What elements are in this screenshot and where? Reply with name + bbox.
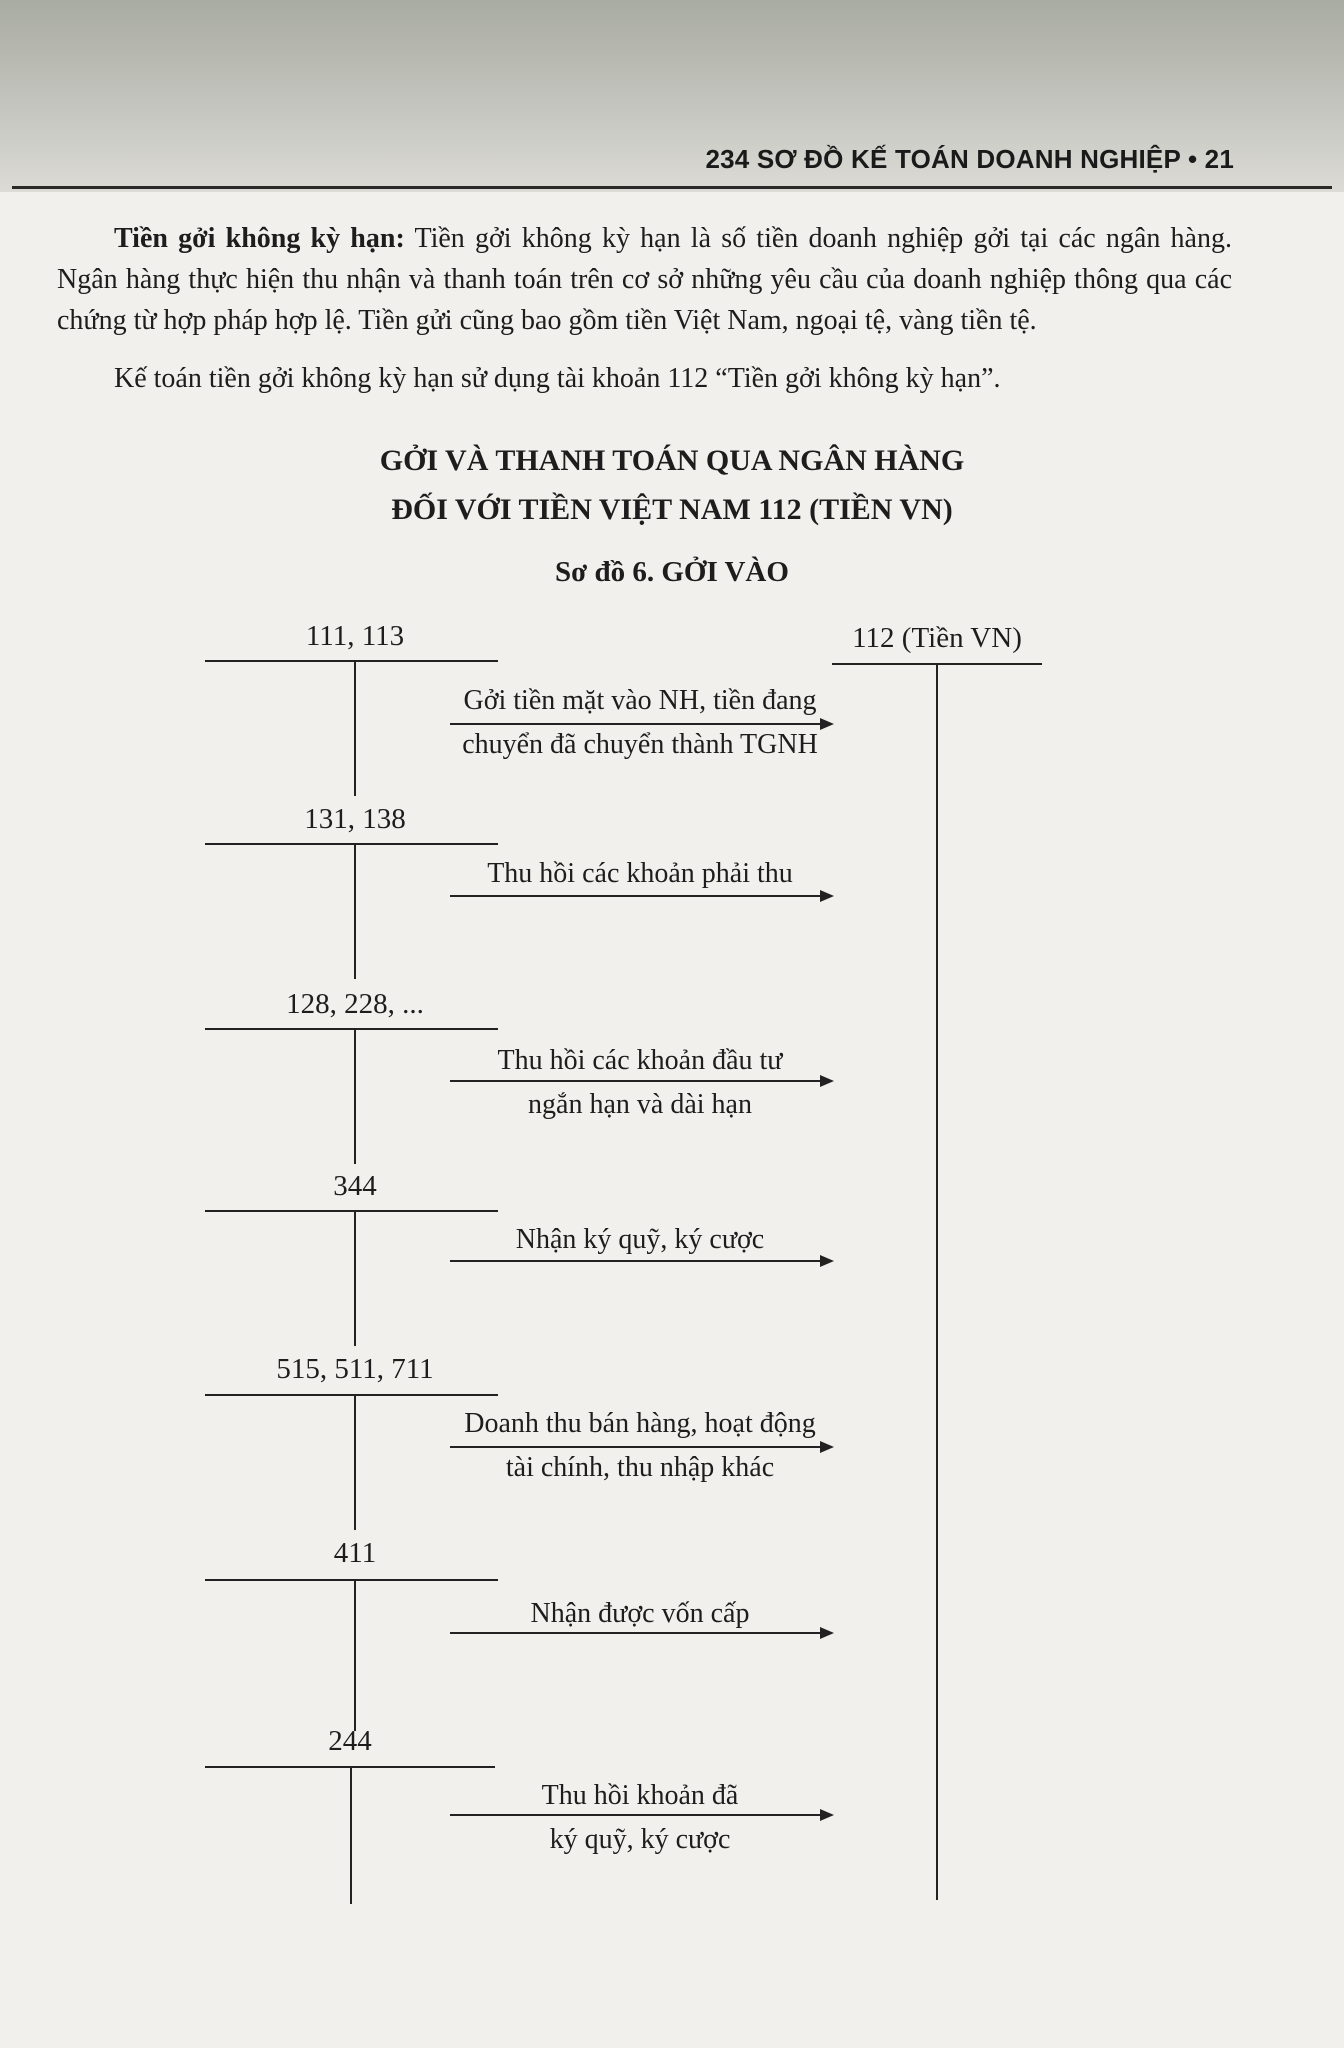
intro-definition: Tiền gởi không kỳ hạn là số tiền doanh nghiệp gởi tại các ngân hàng. Ngân hàng thực hiện thu nhận và thanh toán trên cơ sở những yêu cầu của doanh nghiệp thông qua các chứng từ hợp pháp hợp lệ. Tiền gửi cũng bao gồm tiền Việt Nam, ngoại tệ, vàng tiền tệ. [57,223,1232,336]
source-account-stem [350,1766,352,1904]
source-account-stem [354,1394,356,1530]
target-account-stem [936,663,938,1900]
entry-description: Nhận được vốn cấp [530,1598,750,1629]
source-account-stem [354,660,356,796]
entry-arrow [450,1632,830,1634]
source-account-label: 128, 228, ... [286,988,424,1020]
entry-arrow [450,723,830,725]
source-account-label: 131, 138 [304,803,406,835]
account-note: Kế toán tiền gởi không kỳ hạn sử dụng tài khoản 112 “Tiền gởi không kỳ hạn”. [114,363,1001,394]
source-account-bar [205,1210,498,1212]
entry-description: Thu hồi các khoản đầu tư ngắn hạn và dài hạn [497,1045,783,1120]
intro-paragraph [57,218,1232,341]
source-account-bar [205,660,498,662]
entry-arrow [450,1080,830,1082]
entry-description: Gởi tiền mặt vào NH, tiền đang chuyển đã chuyển thành TGNH [462,685,818,760]
entry-description: Nhận ký quỹ, ký cược [515,1224,765,1255]
section-title-line1: GỞI VÀ THANH TOÁN QUA NGÂN HÀNG [379,444,965,477]
source-account-label: 411 [333,1537,377,1569]
source-account-stem [354,1579,356,1731]
source-account-label: 515, 511, 711 [276,1353,434,1385]
section-title-line2: ĐỐI VỚI TIỀN VIỆT NAM 112 (TIỀN VN) [391,493,953,526]
source-account-label: 344 [333,1170,377,1202]
running-header: 234 SƠ ĐỒ KẾ TOÁN DOANH NGHIỆP • 21 [705,144,1234,174]
entry-description: Thu hồi các khoản phải thu [487,858,793,889]
target-account-label: 112 (Tiền VN) [852,622,1022,654]
header-rule [12,186,1332,189]
source-account-bar [205,1579,498,1581]
source-account-stem [354,1210,356,1346]
source-account-label: 244 [328,1725,372,1757]
source-account-bar [205,1394,498,1396]
intro-term: Tiền gởi không kỳ hạn: [114,223,405,254]
source-account-stem [354,843,356,979]
source-account-stem [354,1028,356,1164]
source-account-label: 111, 113 [305,620,405,652]
entry-arrow [450,895,830,897]
entry-arrow [450,1446,830,1448]
source-account-bar [205,843,498,845]
entry-arrow [450,1260,830,1262]
entry-description: Doanh thu bán hàng, hoạt động tài chính, thu nhập khác [464,1408,816,1483]
source-account-bar [205,1028,498,1030]
entry-arrow [450,1814,830,1816]
diagram-title: Sơ đồ 6. GỞI VÀO [555,556,789,588]
entry-description: Thu hồi khoản đã ký quỹ, ký cược [541,1780,739,1855]
